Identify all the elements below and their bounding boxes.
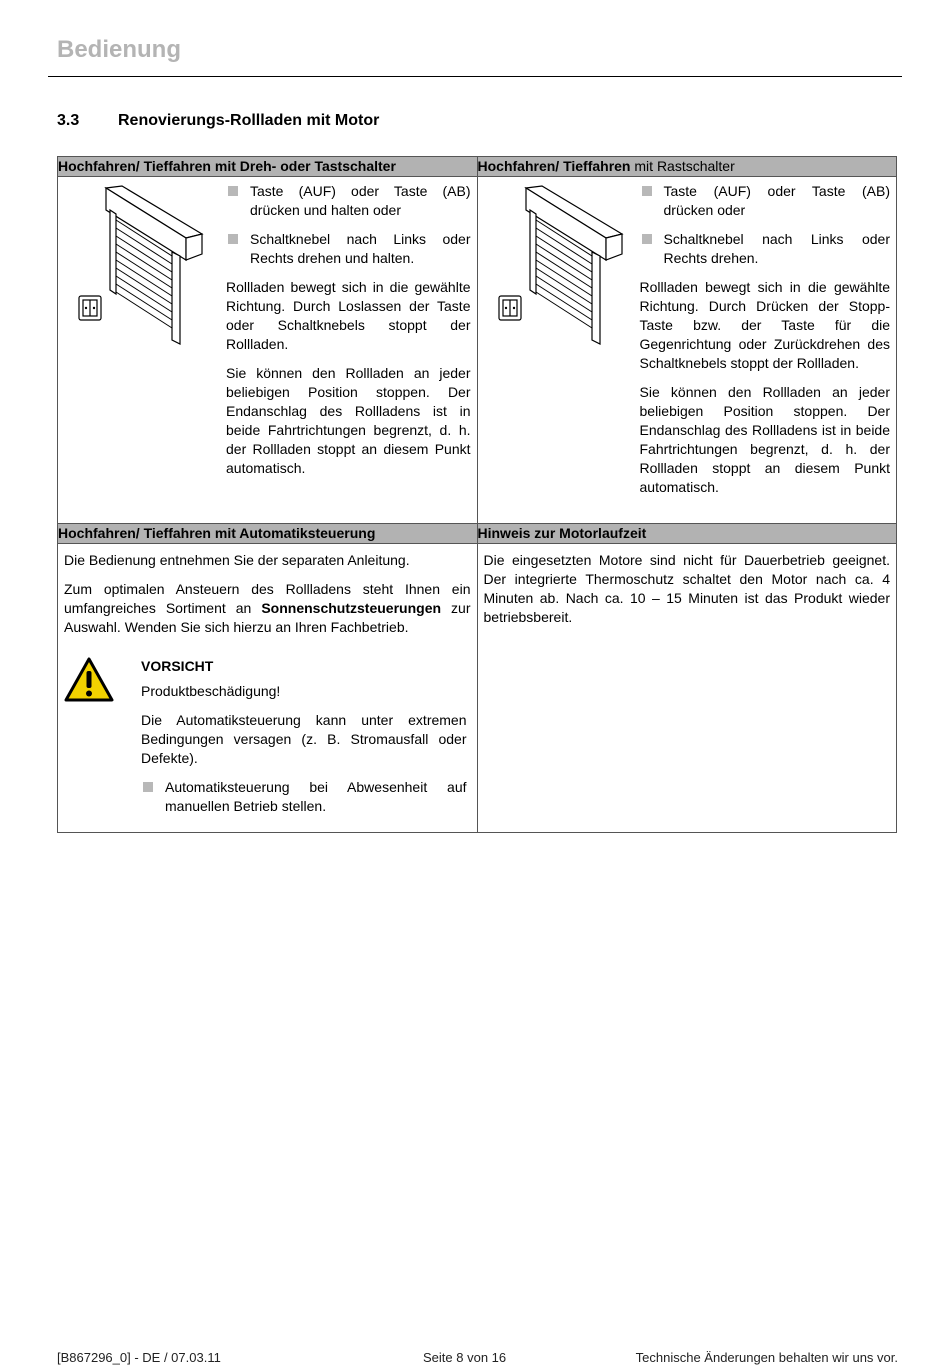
cell-automatic-control xyxy=(58,544,478,833)
footer-page-number: Seite 8 von 16 xyxy=(423,1350,507,1365)
header-latching-switch: Hochfahren/ Tieffahren mit Rastschalter xyxy=(477,157,897,177)
roller-shutter-illustration xyxy=(484,182,646,352)
header-automatic-control: Hochfahren/ Tieffahren mit Automatiksteuerung xyxy=(58,524,478,544)
paragraph: Zum optimalen Ansteuern des Rollladens steht Ihnen ein umfangreiches Sortiment an Sonnenschutzsteuerungen zur Auswahl. Wenden Sie sich hierzu an Ihren Fachbetrieb. xyxy=(64,581,471,635)
cell-rocker-switch xyxy=(58,177,478,524)
caution-text: Die Automatiksteuerung kann unter extremen Bedingungen versagen (z. B. Stromausfall oder Defekte). xyxy=(141,712,467,766)
instruction-bullet: Taste (AUF) oder Taste (AB) drücken und halten oder xyxy=(226,182,471,220)
caution-notice xyxy=(64,657,471,826)
footer-doc-id: [B867296_0] - DE / 07.03.11 xyxy=(57,1350,221,1365)
section-number: 3.3 xyxy=(57,112,80,129)
paragraph: Rollladen bewegt sich in die gewählte Richtung. Durch Loslassen der Taste oder Schaltknebels stoppt der Rollladen. xyxy=(226,279,471,352)
instruction-bullet: Schaltknebel nach Links oder Rechts drehen. xyxy=(640,230,891,268)
header-motor-runtime: Hinweis zur Motorlaufzeit xyxy=(477,524,897,544)
header-rule xyxy=(48,76,902,77)
caution-title: VORSICHT xyxy=(141,658,214,674)
caution-bullet: Automatiksteuerung bei Abwesenheit auf manuellen Betrieb stellen. xyxy=(141,778,467,816)
running-title: Bedienung xyxy=(57,36,181,63)
caution-subtitle: Produktbeschädigung! xyxy=(141,683,281,699)
paragraph: Die eingesetzten Motore sind nicht für Dauerbetrieb geeignet. Der integrierte Thermoschutz schaltet den Motor nach ca. 4 Minuten ab. Nach ca. 10 – 15 Minuten ist das Produkt wieder betriebsbereit. xyxy=(483,552,890,625)
section-title: Renovierungs-Rollladen mit Motor xyxy=(118,112,380,129)
instruction-bullet: Taste (AUF) oder Taste (AB) drücken oder xyxy=(640,182,891,220)
roller-shutter-with-switch-icon xyxy=(64,182,226,352)
paragraph: Sie können den Rollladen an jeder beliebigen Position stoppen. Der Endanschlag des Rollladens ist in beide Fahrtrichtungen begrenzt, d. h. der Rollladen stoppt an diesem Punkt automatisch. xyxy=(639,384,890,495)
paragraph: Sie können den Rollladen an jeder beliebigen Position stoppen. Der Endanschlag des Rollladens ist in beide Fahrtrichtungen begrenzt, d. h. der Rollladen stoppt an diesem Punkt automatisch. xyxy=(226,365,471,476)
roller-shutter-with-switch-icon xyxy=(484,182,646,352)
warning-triangle-icon xyxy=(64,657,114,703)
header-rocker-switch: Hochfahren/ Tieffahren mit Dreh- oder Tastschalter xyxy=(58,157,478,177)
section-heading xyxy=(57,112,379,130)
instruction-bullet: Schaltknebel nach Links oder Rechts drehen und halten. xyxy=(226,230,471,268)
cell-latching-switch xyxy=(477,177,897,524)
footer-notice: Technische Änderungen behalten wir uns vor. xyxy=(635,1350,898,1365)
instruction-table xyxy=(57,156,897,833)
paragraph: Die Bedienung entnehmen Sie der separaten Anleitung. xyxy=(64,552,410,568)
roller-shutter-illustration xyxy=(64,182,226,352)
cell-motor-runtime xyxy=(477,544,897,833)
paragraph: Rollladen bewegt sich in die gewählte Richtung. Durch Drücken der Stopp-Taste bzw. der Taste für die Gegenrichtung oder Zurückdrehen des Schaltknebels stoppt der Rollladen. xyxy=(639,279,890,371)
